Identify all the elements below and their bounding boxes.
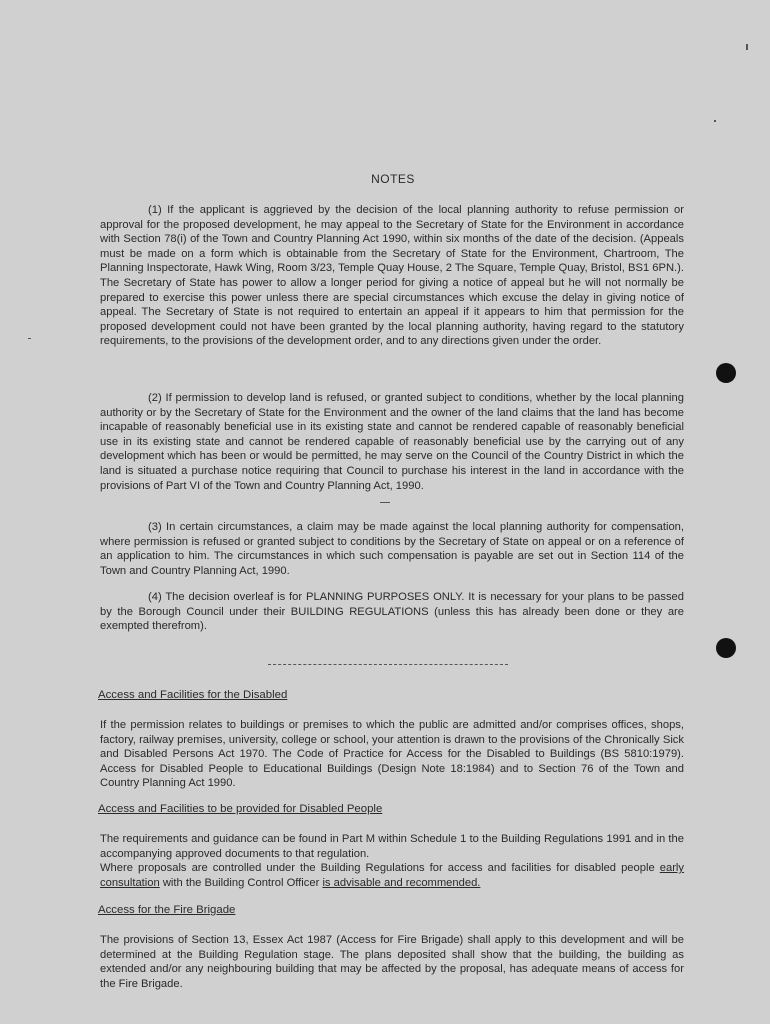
note-3: (3) In certain circumstances, a claim may be made against the local planning authority for compensation, where permission is refused or granted subject to conditions by the Secretary of State on appeal or on a reference of an application to him. The circumstances in which such compensation is payable are set out in Section 114 of the Town and Country Planning Act, 1990. [100,521,684,577]
note-2: (2) If permission to develop land is refused, or granted subject to conditions, whether by the local planning authority or by the Secretary of State for the Environment and the owner of the land claims that the land has become incapable of reasonably beneficial use in its existing state and cannot be rendered capable of reasonably beneficial use in its existing state and cannot be rendered capable of reasonably beneficial use by the carrying out of any development which has been or would be permitted, he may serve on the Council of the Country District in which the land is situated a purchase notice requiring that Council to purchase his interest in the land in accordance with the provisions of Part VI of the Town and Country Planning Act, 1990. [100,392,684,492]
provided-text-2a: Where proposals are controlled under the Building Regulations for access and facilities for disabled people [100,862,660,874]
fire-text: The provisions of Section 13, Essex Act 1987 (Access for Fire Brigade) shall apply to this development and will be determined at the Building Regulation stage. The plans deposited shall show that the building, the building as extended and/or any neighbouring building that may be affected by the proposal, has adequate means of access for the Fire Brigade. [100,934,684,990]
note-4: (4) The decision overleaf is for PLANNING PURPOSES ONLY. It is necessary for your plans to be passed by the Borough Council under their BUILDING REGULATIONS (unless this has already been done or they are exempted therefrom). [100,591,684,633]
provided-heading: Access and Facilities to be provided for Disabled People [98,803,383,815]
note-1: (1) If the applicant is aggrieved by the decision of the local planning authority to refuse permission or approval for the proposed development, he may appeal to the Secretary of State for the Environment in accordance with Section 78(i) of the Town and Country Planning Act 1990, within six months of the date of the decision. (Appeals must be made on a form which is obtainable from the Secretary of State for the Environment, Chartroom, The Planning Inspectorate, Hawk Wing, Room 3/23, Temple Quay House, 2 The Square, Temple Quay, Bristol, BS1 6PN.). The Secretary of State has power to allow a longer period for giving a notice of appeal but he will not normally be prepared to exercise this power unless there are special circumstances which excuse the delay in giving notice of appeal. The Secretary of State is not required to entertain an appeal if it appears to him that permission for the proposed development could not have been granted by the local planning authority, having regard to the statutory requirements, to the provisions of the development order, and to any directions given under the order. [100,204,684,348]
provided-text-2 [100,861,684,890]
provided-text-2c: with the Building Control Officer [159,876,323,889]
disabled-heading: Access and Facilities for the Disabled [98,689,288,701]
section-divider [268,664,508,665]
provided-text-1: The requirements and guidance can be found in Part M within Schedule 1 to the Building Regulations 1991 and in the accompanying approved documents to that regulation. [100,833,684,860]
early-consultation-text: early consultation [100,862,684,889]
scan-speck [380,502,390,503]
notes-title: NOTES [371,172,415,186]
scan-speck [746,44,748,50]
scan-speck [28,338,31,339]
scan-speck [714,120,716,122]
disabled-text: If the permission relates to buildings or premises to which the public are admitted and/or comprises offices, shops, factory, railway premises, university, college or school, your attention is drawn to the provisions of the Chronically Sick and Disabled Persons Act 1970. The Code of Practice for Access for the Disabled to Buildings (BS 5810:1979). Access for Disabled People to Educational Buildings (Design Note 18:1984) and to Section 76 of the Town and Country Planning Act 1990. [100,719,684,790]
advisable-text: is advisable and recommended. [322,876,481,889]
punch-hole [716,638,736,658]
punch-hole [716,363,736,383]
fire-heading: Access for the Fire Brigade [98,904,236,916]
